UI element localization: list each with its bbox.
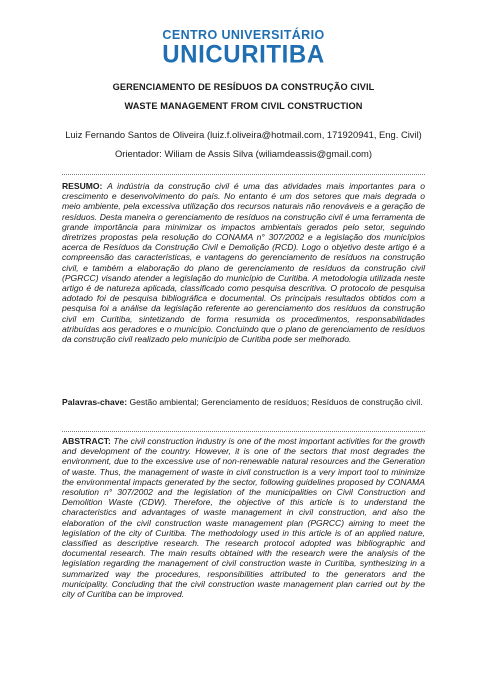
- abstract-section: [62, 436, 425, 599]
- divider-top: [62, 174, 425, 175]
- keywords-section: [62, 393, 425, 412]
- university-logo: [0, 28, 487, 68]
- advisor-line: Orientador: Wiliam de Assis Silva (wiliamdeassis@gmail.com): [115, 148, 372, 159]
- title-english: WASTE MANAGEMENT FROM CIVIL CONSTRUCTION: [124, 101, 363, 111]
- resumo-label: RESUMO:: [62, 181, 108, 191]
- keywords-label: Palavras-chave:: [62, 397, 130, 407]
- keywords-text: Gestão ambiental; Gerenciamento de resíduos; Resíduos de construção civil.: [129, 397, 423, 407]
- abstract-text: The civil construction industry is one of the most important activities for the growth and development of the country. However, it is one of the sectors that most degrades the environment, due to the excessive use of non-renewable natural resources and the Generation of waste. Thus, the management of waste in civil construction is a very import tool to minimize the environmental impacts generated by the sector, following guidelines proposed by CONAMA resolution n° 307/2002 and the legislation of the municipalities on Civil Construction and Demolition Waste (CDW). Therefore, the objective of this article is to understand the characteristics and advantages of waste management in civil construction, and also the elaboration of the civil construction waste management plan (PGRCC) aiming to meet the legislation of the city of Curitiba. The methodology used in this article is of an applied nature, classified as descriptive research. The research protocol adopted was bibliographic and documental research. The main results obtained with the research were the analysis of the legislation regarding the management of civil construction waste in Curitiba, synthesizing in a summarized way the procedures, responsibilities attributed to the generators and the municipality. Concluding that the civil construction waste management plan carried out by the city of Curitiba can be improved.: [62, 436, 425, 600]
- divider-middle: [62, 431, 425, 432]
- logo-main-text: UNICURITIBA: [162, 40, 325, 69]
- title-portuguese: GERENCIAMENTO DE RESÍDUOS DA CONSTRUÇÃO CIVIL: [112, 82, 375, 92]
- author-line: Luiz Fernando Santos de Oliveira (luiz.f.oliveira@hotmail.com, 171920941, Eng. Civil): [65, 129, 422, 140]
- logo-top-text: CENTRO UNIVERSITÁRIO: [162, 28, 325, 42]
- resumo-text: A indústria da construção civil é uma das atividades mais importantes para o crescimento e desenvolvimento do país. No entanto é um dos setores que mais degrada o meio ambiente, pela excessiva utilização dos recursos naturais não renováveis e a geração de resíduos. Desta maneira o gerenciamento de resíduos na construção civil é uma ferramenta de grande importância para minimizar os impactos ambientais gerados pelo setor, seguindo diretrizes propostas pela resolução do CONAMA n° 307/2002 e a legislação dos municípios acerca de Resíduos da Construção Civil e Demolição (RCD). Logo o objetivo deste artigo é a compreensão das características, e vantagens do gerenciamento de resíduos na construção civil, e também a elaboração do plano de gerenciamento de resíduos da construção civil (PGRCC) visando atender a legislação do município de Curitiba. A metodologia utilizada neste artigo é de natureza aplicada, classificado como pesquisa descritiva. O protocolo de pesquisa adotado foi de pesquisa bibliográfica e documental. Os principais resultados obtidos com a pesquisa foi a análise da legislação referente ao gerenciamento dos resíduos da construção civil em Curitiba, sintetizando de forma resumida os procedimentos, responsabilidades atribuídas aos geradores e o município. Concluindo que o plano de gerenciamento de resíduos da construção civil realizado pelo município de Curitiba pode ser melhorado.: [62, 181, 425, 345]
- resumo-section: [62, 181, 425, 344]
- abstract-label: ABSTRACT:: [62, 436, 114, 446]
